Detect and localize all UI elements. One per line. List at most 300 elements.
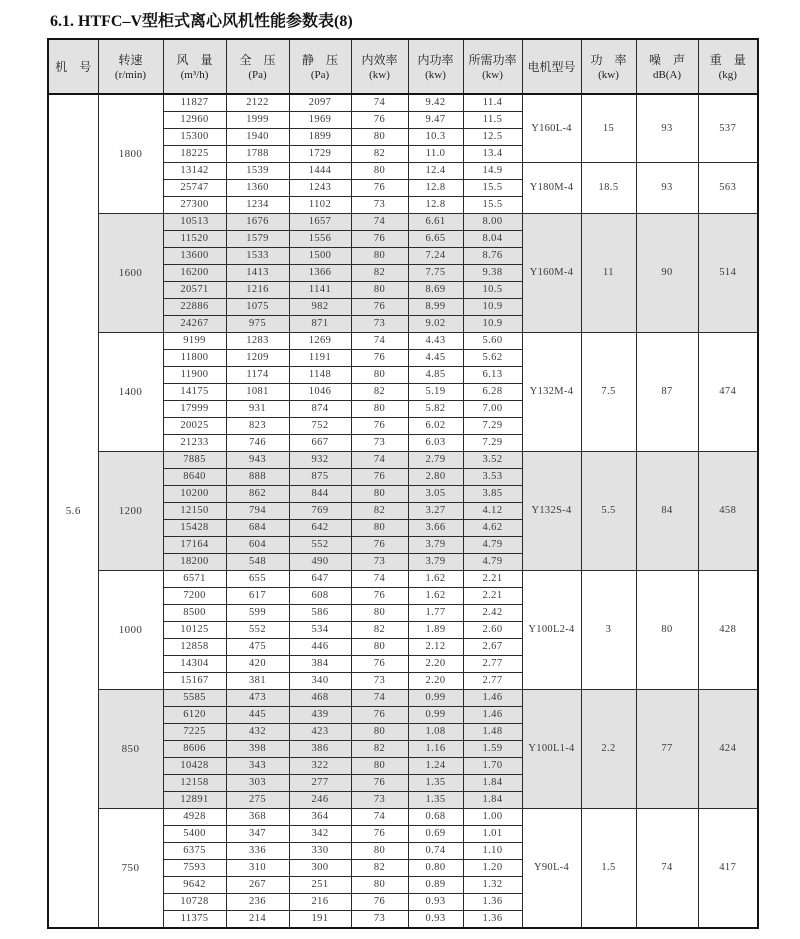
cell-total-pressure: 1533 — [226, 248, 289, 265]
cell-flow: 12858 — [163, 639, 226, 656]
cell-required-power: 6.28 — [463, 384, 522, 401]
header-title: 内功率 — [417, 52, 454, 67]
cell-weight: 563 — [698, 163, 758, 214]
table-row — [48, 452, 758, 469]
cell-internal-power: 2.20 — [408, 656, 463, 673]
cell-efficiency: 76 — [351, 656, 408, 673]
cell-efficiency: 74 — [351, 690, 408, 707]
header-unit: (kg) — [718, 68, 737, 81]
cell-total-pressure: 1081 — [226, 384, 289, 401]
cell-internal-power: 1.16 — [408, 741, 463, 758]
cell-required-power: 4.12 — [463, 503, 522, 520]
cell-motor-power: 1.5 — [581, 809, 636, 929]
header-title: 静 压 — [301, 52, 338, 67]
cell-required-power: 5.60 — [463, 333, 522, 350]
cell-total-pressure: 303 — [226, 775, 289, 792]
cell-flow: 13600 — [163, 248, 226, 265]
header-cell-5 — [351, 39, 408, 94]
cell-static-pressure: 586 — [289, 605, 351, 622]
cell-internal-power: 0.68 — [408, 809, 463, 826]
cell-noise-level: 93 — [636, 94, 698, 163]
cell-flow: 24267 — [163, 316, 226, 333]
cell-total-pressure: 1539 — [226, 163, 289, 180]
cell-efficiency: 76 — [351, 469, 408, 486]
header-unit: (kw) — [482, 68, 503, 81]
cell-required-power: 2.67 — [463, 639, 522, 656]
table-row — [48, 333, 758, 350]
speed-cell: 1200 — [98, 452, 163, 571]
cell-static-pressure: 844 — [289, 486, 351, 503]
cell-flow: 17999 — [163, 401, 226, 418]
cell-internal-power: 1.35 — [408, 792, 463, 809]
cell-noise-level: 93 — [636, 163, 698, 214]
cell-total-pressure: 548 — [226, 554, 289, 571]
cell-efficiency: 76 — [351, 894, 408, 911]
cell-required-power: 14.9 — [463, 163, 522, 180]
cell-static-pressure: 384 — [289, 656, 351, 673]
cell-efficiency: 82 — [351, 622, 408, 639]
cell-efficiency: 82 — [351, 384, 408, 401]
cell-required-power: 3.52 — [463, 452, 522, 469]
cell-total-pressure: 368 — [226, 809, 289, 826]
cell-flow: 14304 — [163, 656, 226, 673]
cell-total-pressure: 1676 — [226, 214, 289, 231]
cell-efficiency: 74 — [351, 214, 408, 231]
cell-total-pressure: 398 — [226, 741, 289, 758]
header-unit: (kw) — [425, 68, 446, 81]
cell-flow: 13142 — [163, 163, 226, 180]
cell-flow: 10200 — [163, 486, 226, 503]
cell-efficiency: 80 — [351, 724, 408, 741]
cell-flow: 12158 — [163, 775, 226, 792]
cell-static-pressure: 1046 — [289, 384, 351, 401]
cell-efficiency: 82 — [351, 265, 408, 282]
cell-total-pressure: 347 — [226, 826, 289, 843]
cell-required-power: 7.29 — [463, 418, 522, 435]
cell-total-pressure: 862 — [226, 486, 289, 503]
cell-static-pressure: 322 — [289, 758, 351, 775]
cell-internal-power: 1.89 — [408, 622, 463, 639]
cell-total-pressure: 1999 — [226, 112, 289, 129]
header-unit: dB(A) — [652, 68, 682, 81]
cell-required-power: 4.62 — [463, 520, 522, 537]
cell-flow: 8606 — [163, 741, 226, 758]
cell-required-power: 11.5 — [463, 112, 522, 129]
table-row — [48, 214, 758, 231]
cell-motor-model: Y100L1-4 — [522, 690, 581, 809]
cell-internal-power: 12.8 — [408, 180, 463, 197]
cell-internal-power: 7.24 — [408, 248, 463, 265]
cell-flow: 25747 — [163, 180, 226, 197]
cell-flow: 5585 — [163, 690, 226, 707]
header-cell-3 — [226, 39, 289, 94]
cell-flow: 12891 — [163, 792, 226, 809]
cell-total-pressure: 1174 — [226, 367, 289, 384]
cell-total-pressure: 1788 — [226, 146, 289, 163]
cell-internal-power: 3.05 — [408, 486, 463, 503]
cell-internal-power: 12.4 — [408, 163, 463, 180]
cell-flow: 17164 — [163, 537, 226, 554]
cell-total-pressure: 275 — [226, 792, 289, 809]
cell-static-pressure: 386 — [289, 741, 351, 758]
cell-efficiency: 80 — [351, 367, 408, 384]
cell-static-pressure: 1899 — [289, 129, 351, 146]
cell-static-pressure: 468 — [289, 690, 351, 707]
cell-efficiency: 80 — [351, 639, 408, 656]
cell-internal-power: 9.47 — [408, 112, 463, 129]
cell-flow: 10428 — [163, 758, 226, 775]
cell-static-pressure: 1269 — [289, 333, 351, 350]
cell-static-pressure: 330 — [289, 843, 351, 860]
header-unit: (kw) — [598, 68, 619, 81]
cell-total-pressure: 943 — [226, 452, 289, 469]
cell-internal-power: 0.80 — [408, 860, 463, 877]
cell-total-pressure: 473 — [226, 690, 289, 707]
cell-static-pressure: 1191 — [289, 350, 351, 367]
cell-flow: 7885 — [163, 452, 226, 469]
cell-static-pressure: 552 — [289, 537, 351, 554]
cell-required-power: 2.21 — [463, 588, 522, 605]
cell-required-power: 8.76 — [463, 248, 522, 265]
cell-efficiency: 74 — [351, 333, 408, 350]
cell-flow: 20025 — [163, 418, 226, 435]
cell-efficiency: 76 — [351, 707, 408, 724]
cell-static-pressure: 1141 — [289, 282, 351, 299]
cell-efficiency: 80 — [351, 163, 408, 180]
cell-total-pressure: 236 — [226, 894, 289, 911]
cell-required-power: 3.85 — [463, 486, 522, 503]
cell-internal-power: 2.79 — [408, 452, 463, 469]
cell-static-pressure: 608 — [289, 588, 351, 605]
cell-flow: 11520 — [163, 231, 226, 248]
cell-required-power: 11.4 — [463, 94, 522, 112]
cell-noise-level: 87 — [636, 333, 698, 452]
cell-flow: 20571 — [163, 282, 226, 299]
header-title: 转速 — [118, 52, 143, 67]
cell-weight: 458 — [698, 452, 758, 571]
cell-total-pressure: 1216 — [226, 282, 289, 299]
cell-static-pressure: 446 — [289, 639, 351, 656]
speed-cell: 1400 — [98, 333, 163, 452]
cell-motor-power: 3 — [581, 571, 636, 690]
cell-flow: 7225 — [163, 724, 226, 741]
cell-static-pressure: 340 — [289, 673, 351, 690]
cell-flow: 18200 — [163, 554, 226, 571]
cell-weight: 417 — [698, 809, 758, 929]
cell-efficiency: 76 — [351, 299, 408, 316]
cell-motor-model: Y160L-4 — [522, 94, 581, 163]
table-row — [48, 809, 758, 826]
cell-static-pressure: 1366 — [289, 265, 351, 282]
cell-required-power: 15.5 — [463, 180, 522, 197]
cell-required-power: 5.62 — [463, 350, 522, 367]
cell-required-power: 10.5 — [463, 282, 522, 299]
cell-static-pressure: 769 — [289, 503, 351, 520]
cell-motor-power: 11 — [581, 214, 636, 333]
cell-internal-power: 4.85 — [408, 367, 463, 384]
header-unit: (kw) — [369, 68, 390, 81]
cell-weight: 428 — [698, 571, 758, 690]
cell-internal-power: 6.61 — [408, 214, 463, 231]
cell-required-power: 1.32 — [463, 877, 522, 894]
cell-internal-power: 3.66 — [408, 520, 463, 537]
cell-flow: 22886 — [163, 299, 226, 316]
cell-required-power: 2.21 — [463, 571, 522, 588]
cell-static-pressure: 874 — [289, 401, 351, 418]
cell-total-pressure: 310 — [226, 860, 289, 877]
cell-total-pressure: 888 — [226, 469, 289, 486]
cell-efficiency: 76 — [351, 350, 408, 367]
cell-flow: 11827 — [163, 94, 226, 112]
cell-efficiency: 74 — [351, 452, 408, 469]
cell-total-pressure: 1075 — [226, 299, 289, 316]
cell-internal-power: 5.19 — [408, 384, 463, 401]
cell-internal-power: 4.43 — [408, 333, 463, 350]
cell-required-power: 10.9 — [463, 299, 522, 316]
cell-required-power: 1.00 — [463, 809, 522, 826]
cell-internal-power: 10.3 — [408, 129, 463, 146]
cell-efficiency: 74 — [351, 94, 408, 112]
cell-static-pressure: 752 — [289, 418, 351, 435]
cell-static-pressure: 216 — [289, 894, 351, 911]
speed-cell: 750 — [98, 809, 163, 929]
cell-static-pressure: 1556 — [289, 231, 351, 248]
cell-flow: 11800 — [163, 350, 226, 367]
header-title: 内效率 — [361, 52, 398, 67]
cell-total-pressure: 931 — [226, 401, 289, 418]
cell-static-pressure: 300 — [289, 860, 351, 877]
header-cell-2 — [163, 39, 226, 94]
cell-noise-level: 74 — [636, 809, 698, 929]
cell-static-pressure: 871 — [289, 316, 351, 333]
header-cell-7 — [463, 39, 522, 94]
cell-internal-power: 3.79 — [408, 537, 463, 554]
cell-total-pressure: 1360 — [226, 180, 289, 197]
cell-total-pressure: 432 — [226, 724, 289, 741]
header-title: 风 量 — [176, 52, 213, 67]
cell-efficiency: 80 — [351, 282, 408, 299]
cell-total-pressure: 794 — [226, 503, 289, 520]
cell-total-pressure: 267 — [226, 877, 289, 894]
header-row — [48, 39, 758, 94]
cell-flow: 15167 — [163, 673, 226, 690]
cell-flow: 7200 — [163, 588, 226, 605]
cell-static-pressure: 667 — [289, 435, 351, 452]
cell-internal-power: 2.20 — [408, 673, 463, 690]
cell-total-pressure: 599 — [226, 605, 289, 622]
cell-efficiency: 80 — [351, 401, 408, 418]
header-cell-4 — [289, 39, 351, 94]
cell-total-pressure: 684 — [226, 520, 289, 537]
cell-flow: 6120 — [163, 707, 226, 724]
header-title: 电机型号 — [527, 59, 576, 74]
cell-weight: 474 — [698, 333, 758, 452]
cell-flow: 15300 — [163, 129, 226, 146]
header-unit: (Pa) — [248, 68, 267, 81]
cell-total-pressure: 552 — [226, 622, 289, 639]
header-cell-0 — [48, 39, 98, 94]
speed-cell: 1800 — [98, 94, 163, 214]
cell-total-pressure: 1209 — [226, 350, 289, 367]
cell-required-power: 1.59 — [463, 741, 522, 758]
fan-performance-table — [47, 38, 759, 929]
cell-flow: 11375 — [163, 911, 226, 929]
header-title: 重 量 — [709, 52, 746, 67]
cell-internal-power: 7.75 — [408, 265, 463, 282]
cell-total-pressure: 475 — [226, 639, 289, 656]
cell-static-pressure: 642 — [289, 520, 351, 537]
cell-required-power: 7.29 — [463, 435, 522, 452]
cell-static-pressure: 647 — [289, 571, 351, 588]
cell-total-pressure: 1283 — [226, 333, 289, 350]
cell-efficiency: 80 — [351, 520, 408, 537]
cell-static-pressure: 423 — [289, 724, 351, 741]
cell-internal-power: 1.62 — [408, 571, 463, 588]
cell-motor-model: Y100L2-4 — [522, 571, 581, 690]
cell-internal-power: 0.93 — [408, 911, 463, 929]
cell-internal-power: 3.79 — [408, 554, 463, 571]
cell-noise-level: 90 — [636, 214, 698, 333]
cell-motor-model: Y132M-4 — [522, 333, 581, 452]
cell-motor-model: Y160M-4 — [522, 214, 581, 333]
cell-total-pressure: 336 — [226, 843, 289, 860]
cell-static-pressure: 1148 — [289, 367, 351, 384]
cell-motor-power: 5.5 — [581, 452, 636, 571]
cell-efficiency: 82 — [351, 503, 408, 520]
cell-efficiency: 82 — [351, 860, 408, 877]
cell-flow: 16200 — [163, 265, 226, 282]
cell-total-pressure: 617 — [226, 588, 289, 605]
machine-no-cell: 5.6 — [48, 94, 98, 928]
cell-static-pressure: 246 — [289, 792, 351, 809]
cell-efficiency: 80 — [351, 129, 408, 146]
cell-required-power: 13.4 — [463, 146, 522, 163]
cell-total-pressure: 214 — [226, 911, 289, 929]
speed-cell: 1600 — [98, 214, 163, 333]
cell-efficiency: 73 — [351, 316, 408, 333]
speed-cell: 850 — [98, 690, 163, 809]
cell-internal-power: 0.89 — [408, 877, 463, 894]
cell-flow: 6571 — [163, 571, 226, 588]
table-row — [48, 690, 758, 707]
cell-flow: 9199 — [163, 333, 226, 350]
cell-required-power: 4.79 — [463, 554, 522, 571]
cell-efficiency: 76 — [351, 418, 408, 435]
cell-internal-power: 3.27 — [408, 503, 463, 520]
cell-internal-power: 12.8 — [408, 197, 463, 214]
cell-static-pressure: 2097 — [289, 94, 351, 112]
header-title: 全 压 — [239, 52, 276, 67]
cell-required-power: 1.46 — [463, 690, 522, 707]
cell-static-pressure: 277 — [289, 775, 351, 792]
header-cell-6 — [408, 39, 463, 94]
cell-static-pressure: 1969 — [289, 112, 351, 129]
cell-efficiency: 80 — [351, 605, 408, 622]
cell-internal-power: 4.45 — [408, 350, 463, 367]
cell-efficiency: 82 — [351, 741, 408, 758]
cell-internal-power: 0.74 — [408, 843, 463, 860]
cell-required-power: 1.84 — [463, 792, 522, 809]
cell-total-pressure: 975 — [226, 316, 289, 333]
header-title: 所需功率 — [468, 52, 517, 67]
header-unit: (m³/h) — [180, 68, 209, 81]
cell-internal-power: 1.77 — [408, 605, 463, 622]
cell-required-power: 1.84 — [463, 775, 522, 792]
cell-flow: 8640 — [163, 469, 226, 486]
cell-total-pressure: 604 — [226, 537, 289, 554]
page-title: 6.1. HTFC–V型柜式离心风机性能参数表(8) — [50, 13, 353, 30]
cell-total-pressure: 1234 — [226, 197, 289, 214]
cell-noise-level: 80 — [636, 571, 698, 690]
cell-efficiency: 76 — [351, 826, 408, 843]
cell-static-pressure: 1243 — [289, 180, 351, 197]
cell-static-pressure: 342 — [289, 826, 351, 843]
cell-required-power: 1.01 — [463, 826, 522, 843]
cell-flow: 7593 — [163, 860, 226, 877]
header-cell-1 — [98, 39, 163, 94]
cell-flow: 5400 — [163, 826, 226, 843]
cell-efficiency: 73 — [351, 435, 408, 452]
cell-internal-power: 11.0 — [408, 146, 463, 163]
cell-noise-level: 84 — [636, 452, 698, 571]
cell-static-pressure: 932 — [289, 452, 351, 469]
cell-internal-power: 0.69 — [408, 826, 463, 843]
cell-efficiency: 80 — [351, 486, 408, 503]
cell-required-power: 4.79 — [463, 537, 522, 554]
cell-total-pressure: 746 — [226, 435, 289, 452]
cell-internal-power: 6.02 — [408, 418, 463, 435]
cell-required-power: 1.36 — [463, 894, 522, 911]
cell-efficiency: 73 — [351, 197, 408, 214]
cell-motor-model: Y180M-4 — [522, 163, 581, 214]
cell-static-pressure: 490 — [289, 554, 351, 571]
cell-flow: 12960 — [163, 112, 226, 129]
cell-static-pressure: 1102 — [289, 197, 351, 214]
cell-static-pressure: 251 — [289, 877, 351, 894]
cell-required-power: 3.53 — [463, 469, 522, 486]
cell-efficiency: 74 — [351, 809, 408, 826]
header-unit: (r/min) — [114, 68, 147, 81]
cell-static-pressure: 439 — [289, 707, 351, 724]
cell-internal-power: 1.08 — [408, 724, 463, 741]
cell-internal-power: 1.35 — [408, 775, 463, 792]
cell-motor-model: Y90L-4 — [522, 809, 581, 929]
cell-total-pressure: 420 — [226, 656, 289, 673]
cell-static-pressure: 982 — [289, 299, 351, 316]
cell-total-pressure: 1579 — [226, 231, 289, 248]
cell-total-pressure: 343 — [226, 758, 289, 775]
cell-efficiency: 80 — [351, 758, 408, 775]
cell-internal-power: 2.80 — [408, 469, 463, 486]
cell-weight: 537 — [698, 94, 758, 163]
cell-static-pressure: 1444 — [289, 163, 351, 180]
cell-required-power: 1.46 — [463, 707, 522, 724]
cell-efficiency: 76 — [351, 588, 408, 605]
cell-flow: 21233 — [163, 435, 226, 452]
cell-required-power: 7.00 — [463, 401, 522, 418]
cell-total-pressure: 381 — [226, 673, 289, 690]
header-cell-10 — [636, 39, 698, 94]
cell-required-power: 1.48 — [463, 724, 522, 741]
header-cell-8 — [522, 39, 581, 94]
cell-efficiency: 76 — [351, 112, 408, 129]
header-title: 功 率 — [590, 52, 627, 67]
cell-efficiency: 73 — [351, 911, 408, 929]
cell-efficiency: 80 — [351, 248, 408, 265]
cell-efficiency: 80 — [351, 843, 408, 860]
cell-internal-power: 8.69 — [408, 282, 463, 299]
cell-flow: 6375 — [163, 843, 226, 860]
